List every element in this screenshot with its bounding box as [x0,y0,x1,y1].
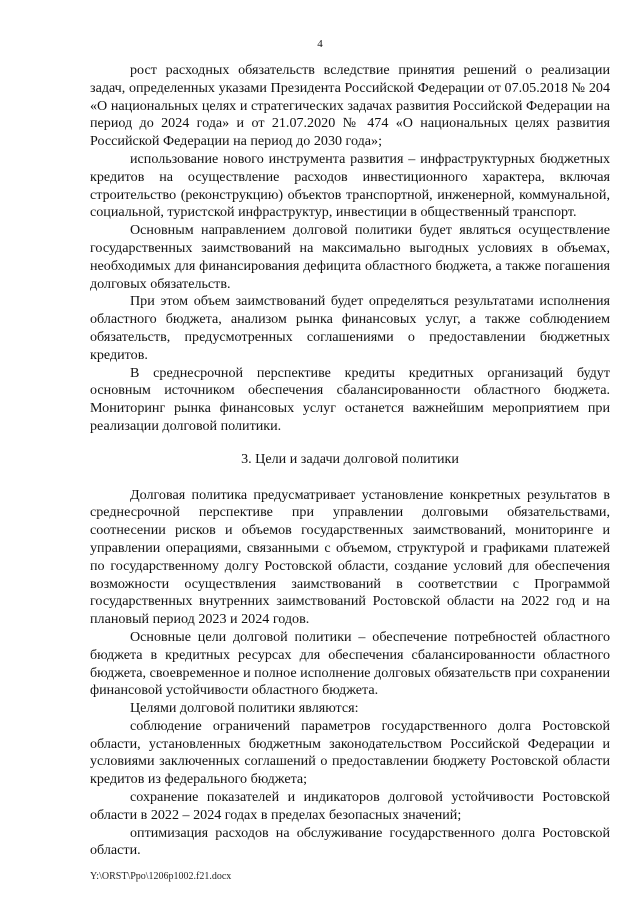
file-path-footer: Y:\ORST\Ppo\1206p1002.f21.docx [90,871,232,882]
paragraph: В среднесрочной перспективе кредиты кредитных организаций будут основным источником обеспечения сбалансированности областного бюджета. Мониторинг рынка финансовых услуг останется важнейшим мероприятием при реализации долговой политики. [90,364,610,434]
document-body [90,62,610,860]
list-item: соблюдение ограничений параметров государственного долга Ростовской области, установленных бюджетным законодательством Российской Федерации и условиями заключенных соглашений о предоставлении бюджету Ростовской области кредитов из федерального бюджета; [90,717,610,788]
section-heading: 3. Цели и задачи долговой политики [241,450,459,467]
paragraph: Долговая политика предусматривает установление конкретных результатов в среднесрочной перспективе при управлении долговыми обязательствами, соотнесении рисков и объемов государственных заимствований, мониторинге и управлении операциями, связанными с объемом, структурой и графиками платежей по государственному долгу Ростовской области, создание условий для обеспечения возможности осуществления заимствований в соответствии с Программой государственных внутренних заимствований Ростовской области на 2022 год и на плановый период 2023 и 2024 годов. [90,486,610,628]
page-number: 4 [317,38,323,50]
list-item: оптимизация расходов на обслуживание государственного долга Ростовской области. [90,824,610,859]
paragraph: При этом объем заимствований будет определяться результатами исполнения областного бюджета, анализом рынка финансовых услуг, а также соблюдением обязательств, предусмотренных соглашениями о предоставлении бюджетных кредитов. [90,293,610,363]
paragraph: Основные цели долговой политики – обеспечение потребностей областного бюджета в кредитных ресурсах для обеспечения сбалансированности областного бюджета, своевременное и полное исполнение долговых обязательств при сохранении финансовой устойчивости областного бюджета. [90,628,610,699]
list-item: сохранение показателей и индикаторов долговой устойчивости Ростовской области в 2022 – 2024 годах в пределах безопасных значений; [90,789,610,823]
paragraph: рост расходных обязательств вследствие принятия решений о реализации задач, определенных указами Президента Российской Федерации от 07.05.2018 № 204 «О национальных целях и стратегических задачах развития Российской Федерации на период до 2024 года» и от 21.07.2020 № 474 «О национальных целях развития Российской Федерации на период до 2030 года»; [90,62,610,150]
paragraph: Основным направлением долговой политики будет являться осуществление государственных заимствований на максимально выгодных условиях в объемах, необходимых для финансирования дефицита областного бюджета, а также погашения долговых обязательств. [90,222,610,292]
paragraph: использование нового инструмента развития – инфраструктурных бюджетных кредитов на осуществление расходов инвестиционного характера, включая строительство (реконструкцию) объектов транспортной, инженерной, коммунальной, социальной, туристской инфраструктур, инвестиции в общественный транспорт. [90,150,610,221]
paragraph: Целями долговой политики являются: [130,700,359,717]
